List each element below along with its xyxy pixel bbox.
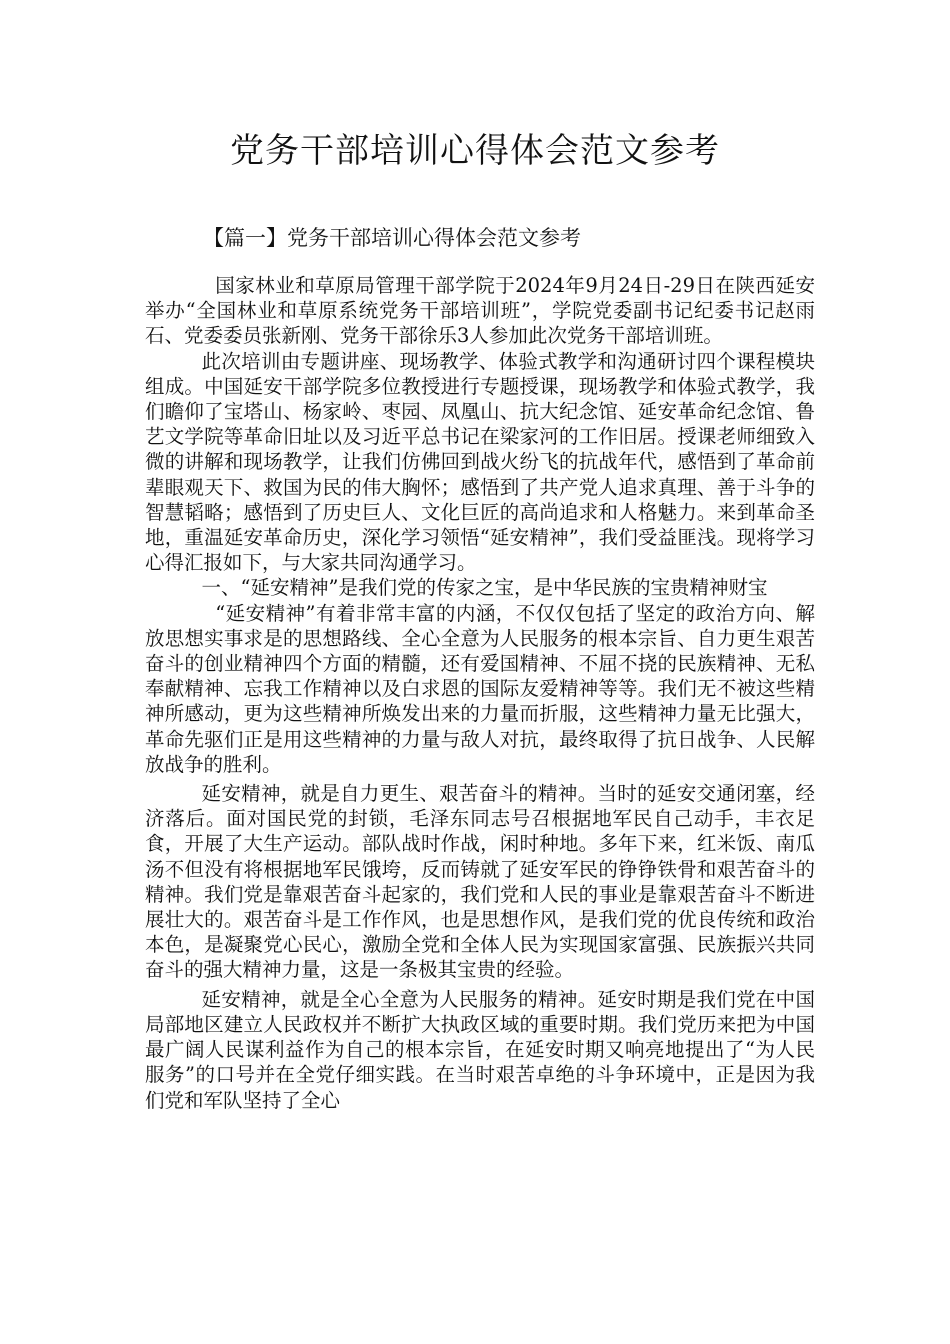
paragraph-intro: 国家林业和草原局管理干部学院于2024年9月24日-29日在陕西延安举办“全国林业和草原系统党务干部培训班”，学院党委副书记纪委书记赵雨石、党委委员张新刚、党务干部徐乐3人参加此次党务干部培训班。	[145, 274, 815, 348]
paragraph-subheading-one: 一、“延安精神”是我们党的传家之宝，是中华民族的宝贵精神财宝	[201, 576, 768, 600]
section-heading: 【篇一】党务干部培训心得体会范文参考	[203, 226, 581, 250]
paragraph-serve-people: 延安精神，就是全心全意为人民服务的精神。延安时期是我们党在中国局部地区建立人民政权并不断扩大执政区域的重要时期。我们党历来把为中国最广阔人民谋利益作为自己的根本宗旨，在延安时期又响亮地提出了“为人民服务”的口号并在全党仔细实践。在当时艰苦卓绝的斗争环境中，正是因为我们党和军队坚持了全心	[145, 987, 815, 1112]
paragraph-yanan-spirit-content: “延安精神”有着非常丰富的内涵，不仅仅包括了坚定的政治方向、解放思想实事求是的思想路线、全心全意为人民服务的根本宗旨、自力更生艰苦奋斗的创业精神四个方面的精髓，还有爱国精神、不屈不挠的民族精神、无私奉献精神、忘我工作精神以及白求恩的国际友爱精神等等。我们无不被这些精神所感动，更为这些精神所焕发出来的力量而折服，这些精神力量无比强大，革命先驱们正是用这些精神的力量与敌人对抗，最终取得了抗日战争、人民解放战争的胜利。	[145, 601, 815, 776]
body-text	[145, 273, 815, 1113]
paragraph-self-reliance: 延安精神，就是自力更生、艰苦奋斗的精神。当时的延安交通闭塞，经济落后。面对国民党的封锁，毛泽东同志号召根据地军民自己动手，丰衣足食，开展了大生产运动。部队战时作战，闲时种地。多年下来，红米饭、南瓜汤不但没有将根据地军民饿垮，反而铸就了延安军民的铮铮铁骨和艰苦奋斗的精神。我们党是靠艰苦奋斗起家的，我们党和人民的事业是靠艰苦奋斗不断进展壮大的。艰苦奋斗是工作作风，也是思想作风，是我们党的优良传统和政治本色，是凝聚党心民心，激励全党和全体人民为实现国家富强、民族振兴共同奋斗的强大精神力量，这是一条极其宝贵的经验。	[145, 782, 815, 982]
paragraph-training-overview: 此次培训由专题讲座、现场教学、体验式教学和沟通研讨四个课程模块组成。中国延安干部学院多位教授进行专题授课，现场教学和体验式教学，我们瞻仰了宝塔山、杨家岭、枣园、凤凰山、抗大纪念馆、延安革命纪念馆、鲁艺文学院等革命旧址以及习近平总书记在梁家河的工作旧居。授课老师细致入微的讲解和现场教学，让我们仿佛回到战火纷飞的抗战年代，感悟到了革命前辈眼观天下、救国为民的伟大胸怀；感悟到了共产党人追求真理、善于斗争的智慧韬略；感悟到了历史巨人、文化巨匠的高尚追求和人格魅力。来到革命圣地，重温延安革命历史，深化学习领悟“延安精神”，我们受益匪浅。现将学习心得汇报如下，与大家共同沟通学习。	[145, 349, 815, 575]
page-title: 党务干部培训心得体会范文参考	[230, 131, 720, 171]
